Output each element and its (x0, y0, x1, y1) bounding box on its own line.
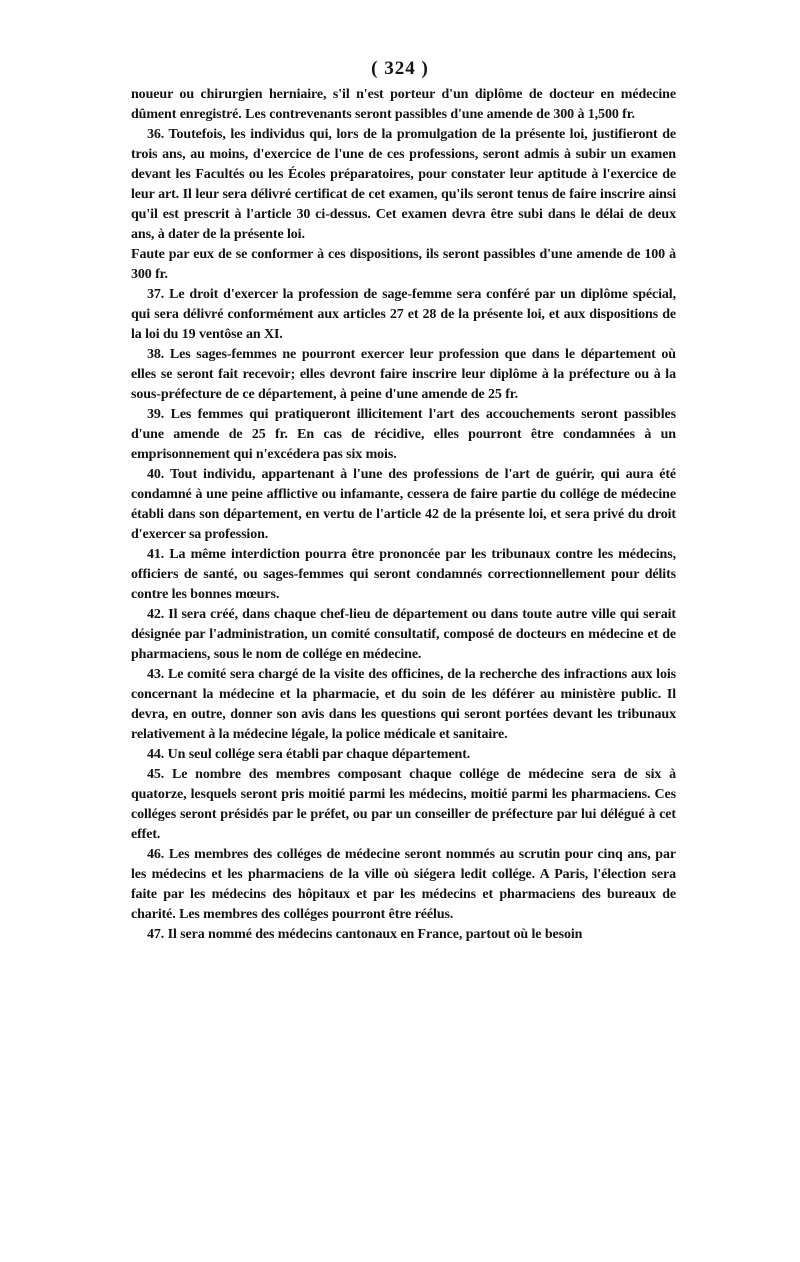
article-46: 46. Les membres des colléges de médecine seront nommés au scrutin pour cinq ans, par les médecins et les pharmaciens de la ville où siégera ledit collége. A Paris, l'élection sera faite par les médecins des hôpitaux et par les médecins et pharmaciens des bureaux de charité. Les membres des colléges pourront être réélus. (131, 847, 676, 922)
paragraph-penalty: Faute par eux de se conformer à ces dispositions, ils seront passibles d'une amende de 100 à 300 fr. (131, 247, 676, 282)
article-47: 47. Il sera nommé des médecins cantonaux en France, partout où le besoin (147, 927, 583, 942)
article-42: 42. Il sera créé, dans chaque chef-lieu de département ou dans toute autre ville qui serait désignée par l'administration, un comité consultatif, composé de docteurs en médecine et de pharmaciens, sous le nom de collége en médecine. (131, 607, 676, 662)
article-41: 41. La même interdiction pourra être prononcée par les tribunaux contre les médecins, officiers de santé, ou sages-femmes qui seront condamnés correctionnellement pour délits contre les bonnes mœurs. (131, 547, 676, 602)
body-text (131, 85, 676, 945)
article-37: 37. Le droit d'exercer la profession de sage-femme sera conféré par un diplôme spécial, qui sera délivré conformément aux articles 27 et 28 de la présente loi, et aux dispositions de la loi du 19 ventôse an XI. (131, 287, 676, 342)
article-38: 38. Les sages-femmes ne pourront exercer leur profession que dans le département où elles se seront fait recevoir; elles devront faire inscrire leur diplôme à la préfecture ou à la sous-préfecture de ce département, à peine d'une amende de 25 fr. (131, 347, 676, 402)
article-36: 36. Toutefois, les individus qui, lors de la promulgation de la présente loi, justifieront de trois ans, au moins, d'exercice de l'une de ces professions, seront admis à subir un examen devant les Facultés ou les Écoles préparatoires, pour constater leur aptitude à l'exercice de leur art. Il leur sera délivré certificat de cet examen, qu'ils seront tenus de faire inscrire ainsi qu'il est prescrit à l'article 30 ci-dessus. Cet examen devra être subi dans le délai de deux ans, à dater de la présente loi. (131, 127, 676, 242)
article-40: 40. Tout individu, appartenant à l'une des professions de l'art de guérir, qui aura été condamné à une peine afflictive ou infamante, cessera de faire partie du collége de médecine établi dans son département, en vertu de l'article 42 de la présente loi, et sera privé du droit d'exercer sa profession. (131, 467, 676, 542)
page-number: ( 324 ) (371, 58, 429, 79)
article-39: 39. Les femmes qui pratiqueront illicitement l'art des accouchements seront passibles d'une amende de 25 fr. En cas de récidive, elles pourront être condamnées à un emprisonnement qui n'excédera pas six mois. (131, 407, 676, 462)
article-44: 44. Un seul collége sera établi par chaque département. (147, 747, 471, 762)
article-45: 45. Le nombre des membres composant chaque collége de médecine sera de six à quatorze, lesquels seront pris moitié parmi les médecins, moitié parmi les pharmaciens. Ces colléges seront présidés par le préfet, ou par un conseiller de préfecture par lui délégué à cet effet. (131, 767, 676, 842)
article-43: 43. Le comité sera chargé de la visite des officines, de la recherche des infractions aux lois concernant la médecine et la pharmacie, et du soin de les déférer au ministère public. Il devra, en outre, donner son avis dans les questions qui seront portées devant les tribunaux relativement à la médecine légale, la police médicale et sanitaire. (131, 667, 676, 742)
paragraph-continuation: noueur ou chirurgien herniaire, s'il n'est porteur d'un diplôme de docteur en médecine dûment enregistré. Les contrevenants seront passibles d'une amende de 300 à 1,500 fr. (131, 87, 676, 122)
